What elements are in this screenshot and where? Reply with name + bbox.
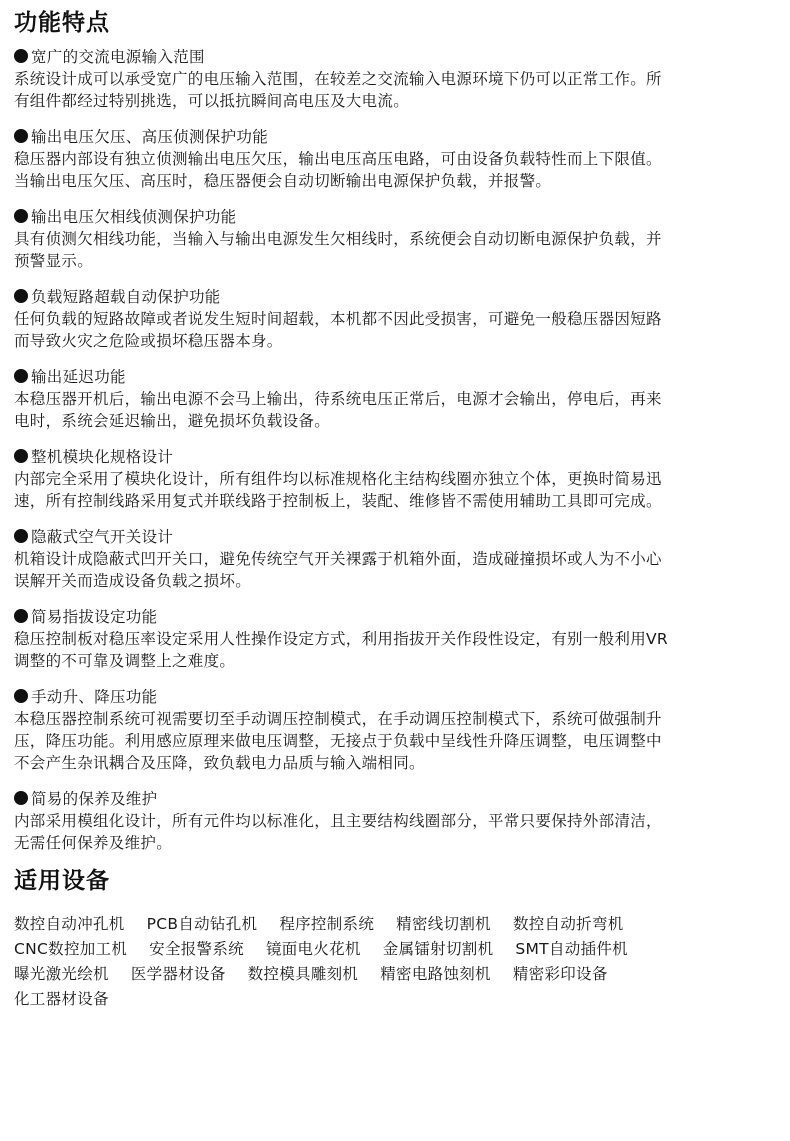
equipment-item: 精密电路蚀刻机: [380, 965, 491, 983]
feature-item: [14, 206, 776, 272]
equipment-list: [14, 912, 776, 1012]
feature-title: [14, 606, 776, 628]
equipment-item: 精密线切割机: [396, 915, 491, 933]
feature-item: [14, 46, 776, 112]
equipment-item: 金属镭射切割机: [382, 940, 494, 958]
feature-body-line: 有组件都经过特别挑选，可以抵抗瞬间高电压及大电流。: [14, 92, 410, 110]
feature-body-line: 任何负载的短路故障或者说发生短时间超载，本机都不因此受损害，可避免一般稳压器因短路: [14, 310, 662, 328]
feature-item: [14, 606, 776, 672]
equipment-item: 数控模具雕刻机: [247, 965, 359, 983]
equipment-item: 镜面电火花机: [265, 940, 361, 958]
feature-body-line: 不会产生杂讯耦合及压降，致负载电力品质与输入端相同。: [14, 754, 425, 772]
feature-item: [14, 686, 776, 774]
feature-body-line: 速，所有控制线路采用复式并联线路于控制板上，装配、维修皆不需使用辅助工具即可完成。: [14, 492, 662, 510]
equipment-item: 曝光激光绘机: [14, 965, 109, 983]
feature-title-text: 输出延迟功能: [31, 368, 126, 386]
feature-title-text: 输出电压欠相线侦测保护功能: [31, 208, 237, 226]
feature-body-line: 机箱设计成隐蔽式凹开关口，避免传统空气开关裸露于机箱外面，造成碰撞损坏或人为不小心: [14, 550, 662, 568]
feature-title: [14, 286, 776, 308]
equipment-row: [14, 987, 776, 1012]
bullet-icon: [14, 609, 28, 623]
bullet-icon: [14, 791, 28, 805]
equipment-item: 程序控制系统: [279, 915, 375, 933]
equipment-item: 数控自动折弯机: [512, 915, 624, 933]
feature-title: [14, 446, 776, 468]
equipment-item: 数控自动冲孔机: [14, 915, 125, 933]
feature-title: [14, 126, 776, 148]
feature-title: [14, 206, 776, 228]
bullet-icon: [14, 369, 28, 383]
bullet-icon: [14, 289, 28, 303]
equipment-item: 安全报警系统: [149, 940, 244, 958]
feature-item: [14, 126, 776, 192]
feature-body-line: 本稳压器控制系统可视需要切至手动调压控制模式，在手动调压控制模式下，系统可做强制升: [14, 710, 662, 728]
feature-item: [14, 286, 776, 352]
equipment-heading: 适用设备: [14, 868, 110, 894]
feature-body-line: 稳压控制板对稳压率设定采用人性操作设定方式，利用指拔开关作段性设定，有别一般利用VR: [14, 630, 668, 648]
feature-title-text: 隐蔽式空气开关设计: [31, 528, 174, 546]
equipment-row: [14, 937, 776, 962]
bullet-icon: [14, 209, 28, 223]
feature-body-line: 内部采用模组化设计，所有元件均以标准化，且主要结构线圈部分，平常只要保持外部清洁，: [14, 812, 662, 830]
features-heading: 功能特点: [14, 10, 110, 36]
equipment-row: [14, 912, 776, 937]
feature-title: [14, 366, 776, 388]
feature-body-line: 内部完全采用了模块化设计，所有组件均以标准规格化主结构线圈亦独立个体，更换时简易迅: [14, 470, 662, 488]
feature-title: [14, 526, 776, 548]
equipment-item: CNC数控加工机: [14, 940, 128, 958]
feature-body-line: 系统设计成可以承受宽广的电压输入范围，在较差之交流输入电源环境下仍可以正常工作。所: [14, 70, 662, 88]
equipment-item: 医学器材设备: [130, 965, 226, 983]
feature-title-text: 负载短路超载自动保护功能: [31, 288, 221, 306]
feature-title-text: 整机模块化规格设计: [31, 448, 174, 466]
feature-title-text: 手动升、降压功能: [31, 688, 158, 706]
feature-body-line: 电时，系统会延迟输出，避免损坏负载设备。: [14, 412, 331, 430]
feature-body-line: 调整的不可靠及调整上之难度。: [14, 652, 236, 670]
feature-body-line: 无需任何保养及维护。: [14, 834, 173, 852]
feature-title: [14, 686, 776, 708]
bullet-icon: [14, 529, 28, 543]
feature-item: [14, 526, 776, 592]
bullet-icon: [14, 449, 28, 463]
feature-body-line: 当输出电压欠压、高压时，稳压器便会自动切断输出电源保护负载，并报警。: [14, 172, 552, 190]
feature-body-line: 压，降压功能。利用感应原理来做电压调整，无接点于负载中呈线性升降压调整，电压调整中: [14, 732, 662, 750]
feature-title-text: 宽广的交流电源输入范围: [31, 48, 205, 66]
feature-body-line: 预警显示。: [14, 252, 94, 270]
feature-body-line: 本稳压器开机后，输出电源不会马上输出，待系统电压正常后，电源才会输出，停电后，再来: [14, 390, 662, 408]
feature-title-text: 输出电压欠压、高压侦测保护功能: [31, 128, 269, 146]
feature-item: [14, 788, 776, 854]
feature-body-line: 误解开关而造成设备负载之损坏。: [14, 572, 252, 590]
feature-title-text: 简易指拔设定功能: [31, 608, 158, 626]
bullet-icon: [14, 49, 28, 63]
equipment-item: 化工器材设备: [14, 990, 109, 1008]
equipment-item: 精密彩印设备: [512, 965, 608, 983]
feature-body-line: 具有侦测欠相线功能，当输入与输出电源发生欠相线时，系统便会自动切断电源保护负载，并: [14, 230, 662, 248]
equipment-item: SMT自动插件机: [515, 940, 628, 958]
bullet-icon: [14, 689, 28, 703]
feature-title-text: 简易的保养及维护: [31, 790, 158, 808]
feature-title: [14, 788, 776, 810]
feature-title: [14, 46, 776, 68]
features-list: [14, 46, 776, 854]
equipment-row: [14, 962, 776, 987]
feature-body-line: 而导致火灾之危险或损坏稳压器本身。: [14, 332, 283, 350]
equipment-item: PCB自动钻孔机: [146, 915, 258, 933]
feature-body-line: 稳压器内部设有独立侦测输出电压欠压，输出电压高压电路，可由设备负载特性而上下限值。: [14, 150, 662, 168]
feature-item: [14, 446, 776, 512]
feature-item: [14, 366, 776, 432]
bullet-icon: [14, 129, 28, 143]
